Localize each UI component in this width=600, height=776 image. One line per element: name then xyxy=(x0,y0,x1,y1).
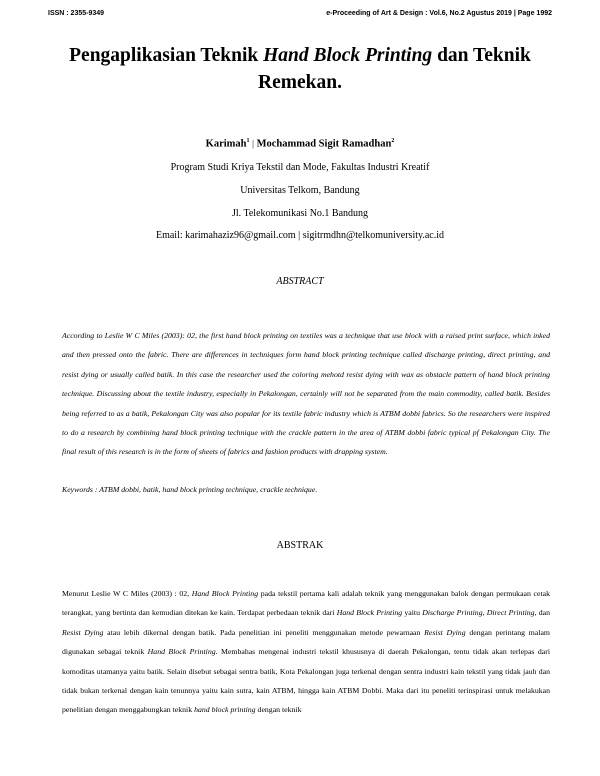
abstrak-text: dengan perintang malam digunakan sebagai teknik xyxy=(62,627,550,657)
abstrak-italic: Discharge Printing xyxy=(422,608,483,618)
paper-title xyxy=(60,42,540,96)
abstrak-text: Menurut Leslie W C Miles (2003) : 02, xyxy=(62,589,192,598)
abstrak-italic: hand block printing xyxy=(194,705,256,715)
keywords: Keywords : ATBM dobbi, batik, hand block printing technique, crackle technique. xyxy=(62,485,318,494)
author-1: Karimah xyxy=(205,138,247,150)
abstract-body: According to Leslie W C Miles (2003): 02, the first hand block printing on textiles was a technique that use block with a raised print surface, which inked and then pressed onto the fabric. There are differences in techniques form hand block printing technique called discharge printing, direct printing, and resist dying or usually called batik. In this case the researcher used the coloring mehotd resist dying with wax as obstacle pattern of hand block printing technique. Discussing about the textile industry, especially in Pekalongan, certainly will not be separated from the main commodity, called batik. Besides being referred to as a batik, Pekalongan City was also popular for its textile fabric industry which is ATBM dobbi fabrics. So the researchers were inspired to do a research by combining hand block printing technique with the crackle pattern in the area of ATBM dobbi fabric typical pf Pekalongan City. The final result of this research is in the form of sheets of fabrics and fashion products with drapping system. xyxy=(62,331,550,457)
abstrak-italic: Resist Dying xyxy=(424,627,466,637)
abstrak-italic: Hand Block Printing xyxy=(336,608,403,618)
abstract-heading: ABSTRACT xyxy=(276,276,324,287)
abstrak-text: , dan xyxy=(534,608,550,618)
author-separator: | xyxy=(252,138,254,149)
abstrak-italic: Resist Dying xyxy=(62,627,104,637)
author-line xyxy=(0,138,600,150)
journal-info: e-Proceeding of Art & Design : Vol.6, No.2 Agustus 2019 | Page 1992 xyxy=(326,10,552,17)
author-1-sup: 1 xyxy=(246,138,250,144)
abstrak-italic: Hand Block Printing xyxy=(191,589,259,598)
affiliation-email: Email: karimahaziz96@gmail.com | sigitrmdhn@telkomuniversity.ac.id xyxy=(155,230,445,241)
abstrak-italic: Hand Block Printing xyxy=(147,647,216,657)
title-part-3: dan Teknik Remekan. xyxy=(258,45,531,93)
abstrak-text: atau lebih dikernal dengan batik. Pada penelitian ini peneliti menggunakan metode pewarnaan xyxy=(103,627,425,637)
title-part-1: Pengaplikasian Teknik xyxy=(69,45,264,66)
affiliation-address: Jl. Telekomunikasi No.1 Bandung xyxy=(231,208,369,219)
issn-label: ISSN : 2355-9349 xyxy=(48,10,105,17)
author-2-sup: 2 xyxy=(391,138,395,144)
abstrak-text: dengan teknik xyxy=(255,705,302,715)
abstrak-body xyxy=(62,584,550,720)
abstrak-text: , xyxy=(482,608,487,618)
affiliation-program: Program Studi Kriya Tekstil dan Mode, Fakultas Industri Kreatif xyxy=(170,162,430,173)
affiliation-university: Universitas Telkom, Bandung xyxy=(240,185,360,196)
author-2: Mochammad Sigit Ramadhan xyxy=(256,138,392,150)
title-italic: Hand Block Printing xyxy=(263,45,433,66)
abstrak-text: yaitu xyxy=(402,608,423,618)
abstrak-text: pada tekstil pertama kali adalah teknik yang menggunakan balok dengan permukaan cetak terangkat, yang bertinta dan kemudian ditekan ke kain. Terdapat perbedaan teknik dari xyxy=(62,589,550,618)
abstrak-text: . Membahas mengenai industri tekstil khususnya di daerah Pekalongan, tentu tidak akan terlepas dari komoditas utamanya yaitu batik. Selain disebut sebagai sentra batik, Kota Pekalongan juga terkenal dengan sentra industri kain tekstil yang tidak jauh dan tidak bukan terkenal dengan kain tenunnya yaitu kain sutra, kain ATBM, hingga kain ATBM Dobbi. Maka dari itu peneliti terinspirasi untuk melakukan penelitian dengan menggabungkan teknik xyxy=(62,647,551,715)
abstrak-italic: Direct Printing xyxy=(486,608,535,618)
page-header xyxy=(48,10,552,17)
abstrak-heading: ABSTRAK xyxy=(276,540,324,551)
